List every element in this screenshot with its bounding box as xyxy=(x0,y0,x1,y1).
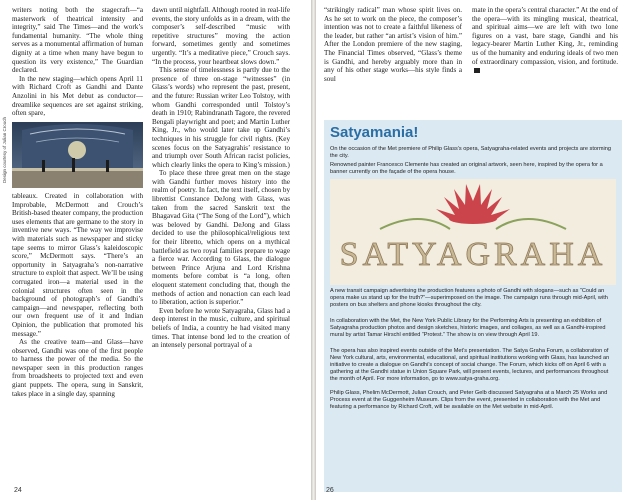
sidebar-para-4: Philip Glass, Phelim McDermott, Julian Crouch, and Peter Gelb discussed Satyagraha at a March 25 Works and Process event at the Guggenheim Museum. Clips from the event, presented in collaboration with the Met and featuring a performance by Richard Croft, will be available on the Met website in mid-April. xyxy=(330,390,608,410)
stage-design-illustration xyxy=(12,122,143,188)
left-col2-para-2: This sense of timelessness is partly due to the presence of three on-stage “witnesses” (in Glass’s words) who represent the past, present, and the future: Russian writer Leo Tolstoy, with whom Gandhi corresponded until Tolstoy’s death in 1910; Rabindranath Tagore, the revered Bengali playwright and poet; and Martin Luther King, Jr., who would later take up Gandhi’s techniques in his struggle for civil rights. (Key scenes focus on the Satyagrahis’ resistance to and triumph over South African racist policies, which clearly links the opera to King’s mission.) xyxy=(152,66,290,169)
artwork-satyagraha-text: SATYAGRAHA xyxy=(339,236,607,273)
left-col1-para-1: writers noting both the stagecraft—“a masterwork of theatrical intensity and integrity,” said The Times—and the work’s fundamental humanity. “The whole thing serves as a monumental affirmation of human dignity at a time when many have begun to question its very existence,” The Guardian declared. xyxy=(12,6,143,75)
right-col2-text: mate in the opera’s central character.” At the end of the opera—with its mingling musical, theatrical, and spiritual aims—we are left with two lone figures on a vast, bare stage, Gandhi and his legacy-bearer Martin Luther King, Jr., reminding us of the humanity and enduring ideals of two men of extraordinary compassion, vision, and fortitude. xyxy=(472,6,618,66)
left-col2 xyxy=(152,6,290,350)
left-page xyxy=(0,0,311,500)
right-col2 xyxy=(472,6,618,75)
left-col1-bottom xyxy=(12,192,143,398)
right-col2-para xyxy=(472,6,618,75)
left-col1-para-3: tableaux. Created in collaboration with Improbable, McDermott and Crouch’s British-based theater company, the production uses elements that are germane to the story in inventive new ways. “The way we improvise with materials such as newspaper and sticky tape seems to mirror Glass’s kaleidoscopic score,” McDermott says. “There’s an opportunity in Satyagraha’s non-narrative structure to exploit that aspect. We’ll be using corrugated iron—a material used in the colonial structures often seen in the background of photograph’s of Gandhi’s campaign—and newspaper, reflecting both our own frequent use of it and Indian Opinion, the publication that promoted his message.” xyxy=(12,192,143,338)
left-col1-para-4: As the creative team—and Glass—have observed, Gandhi was one of the first people to harness the power of the media. So the newspaper seen in this production ranges from broadsheets to projected text and even giant puppets. The opera, sung in Sanskrit, takes place in a single day, spanning xyxy=(12,338,143,398)
sidebar-intro: On the occasion of the Met premiere of Philip Glass’s opera, Satyagraha-related events and projects are storming the city. xyxy=(330,146,611,159)
sidebar-para-1: A new transit campaign advertising the production features a photo of Gandhi with slogans—such as “Could an opera make us stand up for the truth?”—superimposed on the image. The campaign runs through mid-April, with posters on bus shelters and phone kiosks throughout the city. xyxy=(330,288,608,308)
clemente-artwork xyxy=(330,179,616,285)
photo-credit: Design courtesy of Julian Crouch xyxy=(2,116,7,183)
satyamania-sidebar xyxy=(324,120,622,492)
stage-design-photo xyxy=(12,122,143,188)
left-col2-para-4: Even before he wrote Satyagraha, Glass had a deep interest in the music, culture, and spiritual beliefs of India, a country he had visited many times. That intense bond led to the creation of an intensely personal portrayal of a xyxy=(152,306,290,350)
right-page xyxy=(316,0,627,500)
end-mark-icon xyxy=(474,68,480,73)
sidebar-para-2: In collaboration with the Met, the New York Public Library for the Performing Arts is presenting an exhibition of Satyagraha production photos and design sketches, historic images, and collages, as well as a Gandhi-inspired mural by artist Tamar Hirschl entitled “Protest.” The show is on view through April 19. xyxy=(330,318,606,338)
page-number-left: 24 xyxy=(14,487,22,494)
sidebar-para-3: The opera has also inspired events outside of the Met’s presentation. The Satya Graha Forum, a collaboration of New York cultural, arts, environmental, educational, and spiritual institutions working with Glass, has launched an initiative to create a dialogue on Gandhi’s concept of social change. The Forum, which kicks off on April 6 with a gathering at the Gandhi statue in Union Square Park, will present events, lectures, and performances throughout the month of April. For more information, go to www.satya-graha.org. xyxy=(330,348,610,382)
sidebar-renowned: Renowned painter Francesco Clemente has created an original artwork, seen here, inspired by the opera for a banner currently on the façade of the opera house. xyxy=(330,162,603,175)
page-number-right: 26 xyxy=(326,487,334,494)
left-col2-para-1: dawn until nightfall. Although rooted in real-life events, the story unfolds as in a dream, with the composer’s self-described “music with repetitive structures” moving the action forward, sometimes gently and sometimes urgently. “It’s a meditative piece,” Crouch says. “In the process, your heartbeat slows down.” xyxy=(152,6,290,66)
sidebar-title: Satyamania! xyxy=(330,124,419,141)
left-col1-top xyxy=(12,6,143,118)
left-col1-para-2: In the new staging—which opens April 11 with Richard Croft as Gandhi and Dante Anzolini in his Met debut as conductor—dreamlike sequences are set against striking, often spare, xyxy=(12,74,143,118)
left-col2-para-3: To place these three great men on the stage with Gandhi further moves history into the realm of poetry. In fact, the text itself, chosen by librettist Constance DeJong with Glass, was taken from the sacred Sanskrit text the Bhagavad Gita (“The Song of the Lord”), which was beloved by Gandhi. DeJong and Glass decided to use the philosophical/religious text for their libretto, which opens on a mythical battlefield as two royal families prepare to wage a fierce war. According to Glass, the dialogue between Prince Arjuna and Lord Krishna moments before combat is “a long, often eloquent statement concluding that, though the methods of action and nonaction can each lead to liberation, action is superior.” xyxy=(152,169,290,307)
right-col1-para: “strikingly radical” man whose spirit lives on. As he set to work on the piece, the composer’s intention was not to create a faithful likeness of the leader, but rather “an artist’s vision of him.” After the London premiere of the new staging, The Financial Times observed, “Glass’s theme is Gandhi, and hereby arguably more than in any of his other stage works—his style finds a soul xyxy=(324,6,462,83)
right-col1 xyxy=(324,6,462,83)
